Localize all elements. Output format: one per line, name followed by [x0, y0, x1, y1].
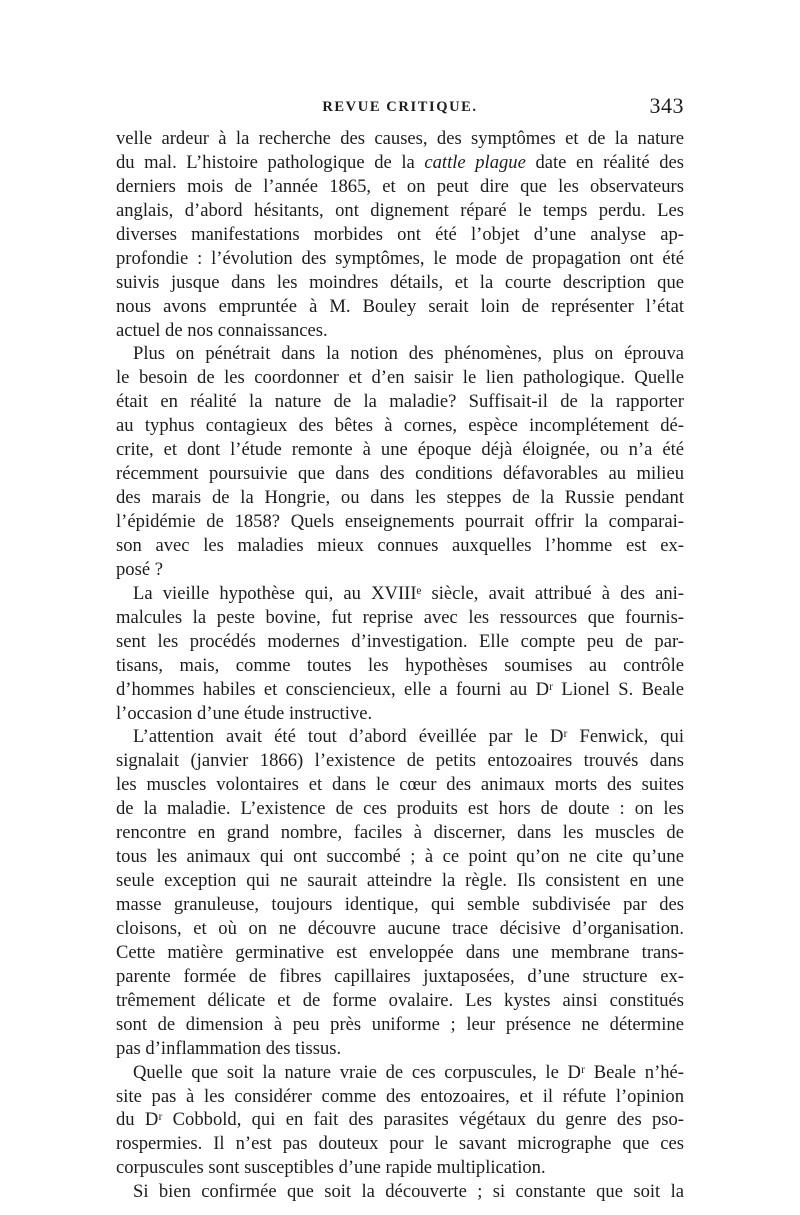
text-line: de la maladie. L’existence de ces produits est hors de doute : on les [116, 798, 684, 820]
text-line: corpuscules sont susceptibles d’une rapide multiplication. [116, 1157, 546, 1179]
text-line: rospermies. Il n’est pas douteux pour le savant micrographe que ces [116, 1133, 684, 1155]
text-line: derniers mois de l’année 1865, et on peut dire que les observateurs [116, 175, 684, 197]
text-line: tisans, mais, comme toutes les hypothèses soumises au contrôle [116, 654, 684, 676]
text-line: suivis jusque dans les moindres détails, et la courte description que [116, 271, 684, 293]
text-line: nous avons empruntée à M. Bouley serait loin de représenter l’état [116, 295, 684, 317]
text-line: l’occasion d’une étude instructive. [116, 702, 373, 724]
text-line: les muscles volontaires et dans le cœur des animaux morts des suites [116, 774, 684, 796]
text-line: actuel de nos connaissances. [116, 319, 328, 341]
text-line: pas d’inflammation des tissus. [116, 1037, 342, 1059]
text-line: tous les animaux qui ont succombé ; à ce point qu’on ne cite qu’une [116, 846, 684, 868]
text-line: Plus on pénétrait dans la notion des phénomènes, plus on éprouva [133, 343, 684, 365]
text-line: sont de dimension à peu près uniforme ; leur présence ne détermine [116, 1013, 684, 1035]
text-line: au typhus contagieux des bêtes à cornes, espèce incomplétement dé- [116, 415, 684, 437]
text-line: était en réalité la nature de la maladie? Suffisait-il de la rapporter [116, 391, 684, 413]
text-line: site pas à les considérer comme des entozoaires, et il réfute l’opinion [116, 1085, 684, 1107]
text-line: cloisons, et où on ne découvre aucune trace décisive d’organisation. [116, 917, 684, 939]
text-line: du mal. L’histoire pathologique de la cattle plague date en réalité des [116, 151, 684, 173]
text-line: velle ardeur à la recherche des causes, des symptômes et de la nature [116, 128, 684, 149]
text-line: des marais de la Hongrie, ou dans les steppes de la Russie pendant [116, 487, 684, 509]
text-line: masse granuleuse, toujours identique, qui semble subdivisée par des [116, 894, 684, 915]
text-line: du Dʳ Cobbold, qui en fait des parasites végétaux du genre des pso- [116, 1109, 684, 1131]
text-line: anglais, d’abord hésitants, ont dignement réparé le temps perdu. Les [116, 199, 684, 221]
body-text [116, 127, 684, 1204]
text-line: sent les procédés modernes d’investigation. Elle compte peu de par- [116, 630, 684, 652]
text-line: La vieille hypothèse qui, au XVIIIᵉ siècle, avait attribué à des ani- [133, 582, 684, 604]
text-line: d’hommes habiles et consciencieux, elle a fourni au Dʳ Lionel S. Beale [116, 678, 684, 700]
text-line: malcules la peste bovine, fut reprise avec les ressources que fournis- [116, 606, 684, 628]
text-line: profondie : l’évolution des symptômes, le mode de propagation ont été [116, 247, 684, 269]
text-line: le besoin de les coordonner et d’en saisir le lien pathologique. Quelle [116, 367, 684, 389]
running-head [116, 93, 684, 123]
running-title: REVUE CRITIQUE. [322, 99, 478, 115]
text-line: trêmement délicate et de forme ovalaire. Les kystes ainsi constitués [116, 989, 684, 1011]
text-line: L’attention avait été tout d’abord éveillée par le Dʳ Fenwick, qui [133, 726, 684, 748]
text-line: Quelle que soit la nature vraie de ces corpuscules, le Dʳ Beale n’hé- [133, 1061, 684, 1083]
text-line: posé ? [116, 558, 163, 580]
text-line: l’épidémie de 1858? Quels enseignements pourrait offrir la comparai- [116, 511, 684, 532]
text-line: signalait (janvier 1866) l’existence de petits entozoaires trouvés dans [116, 750, 684, 772]
text-line: rencontre en grand nombre, faciles à discerner, dans les muscles de [116, 822, 684, 844]
text-line: parente formée de fibres capillaires juxtaposées, d’une structure ex- [116, 965, 684, 987]
text-line: Si bien confirmée que soit la découverte ; si constante que soit la [133, 1181, 684, 1203]
italic-term: cattle plague [424, 151, 526, 173]
page-number: 343 [649, 93, 684, 118]
text-line: son avec les maladies mieux connues auxquelles l’homme est ex- [116, 534, 684, 556]
text-line: récemment poursuivie que dans des conditions défavorables au milieu [116, 463, 684, 485]
text-line: Cette matière germinative est enveloppée dans une membrane trans- [116, 941, 684, 963]
text-line: diverses manifestations morbides ont été l’objet d’une analyse ap- [116, 223, 684, 245]
text-line: crite, et dont l’étude remonte à une époque déjà éloignée, ou n’a été [116, 439, 684, 461]
text-line: seule exception qui ne saurait atteindre la règle. Ils consistent en une [116, 870, 684, 892]
